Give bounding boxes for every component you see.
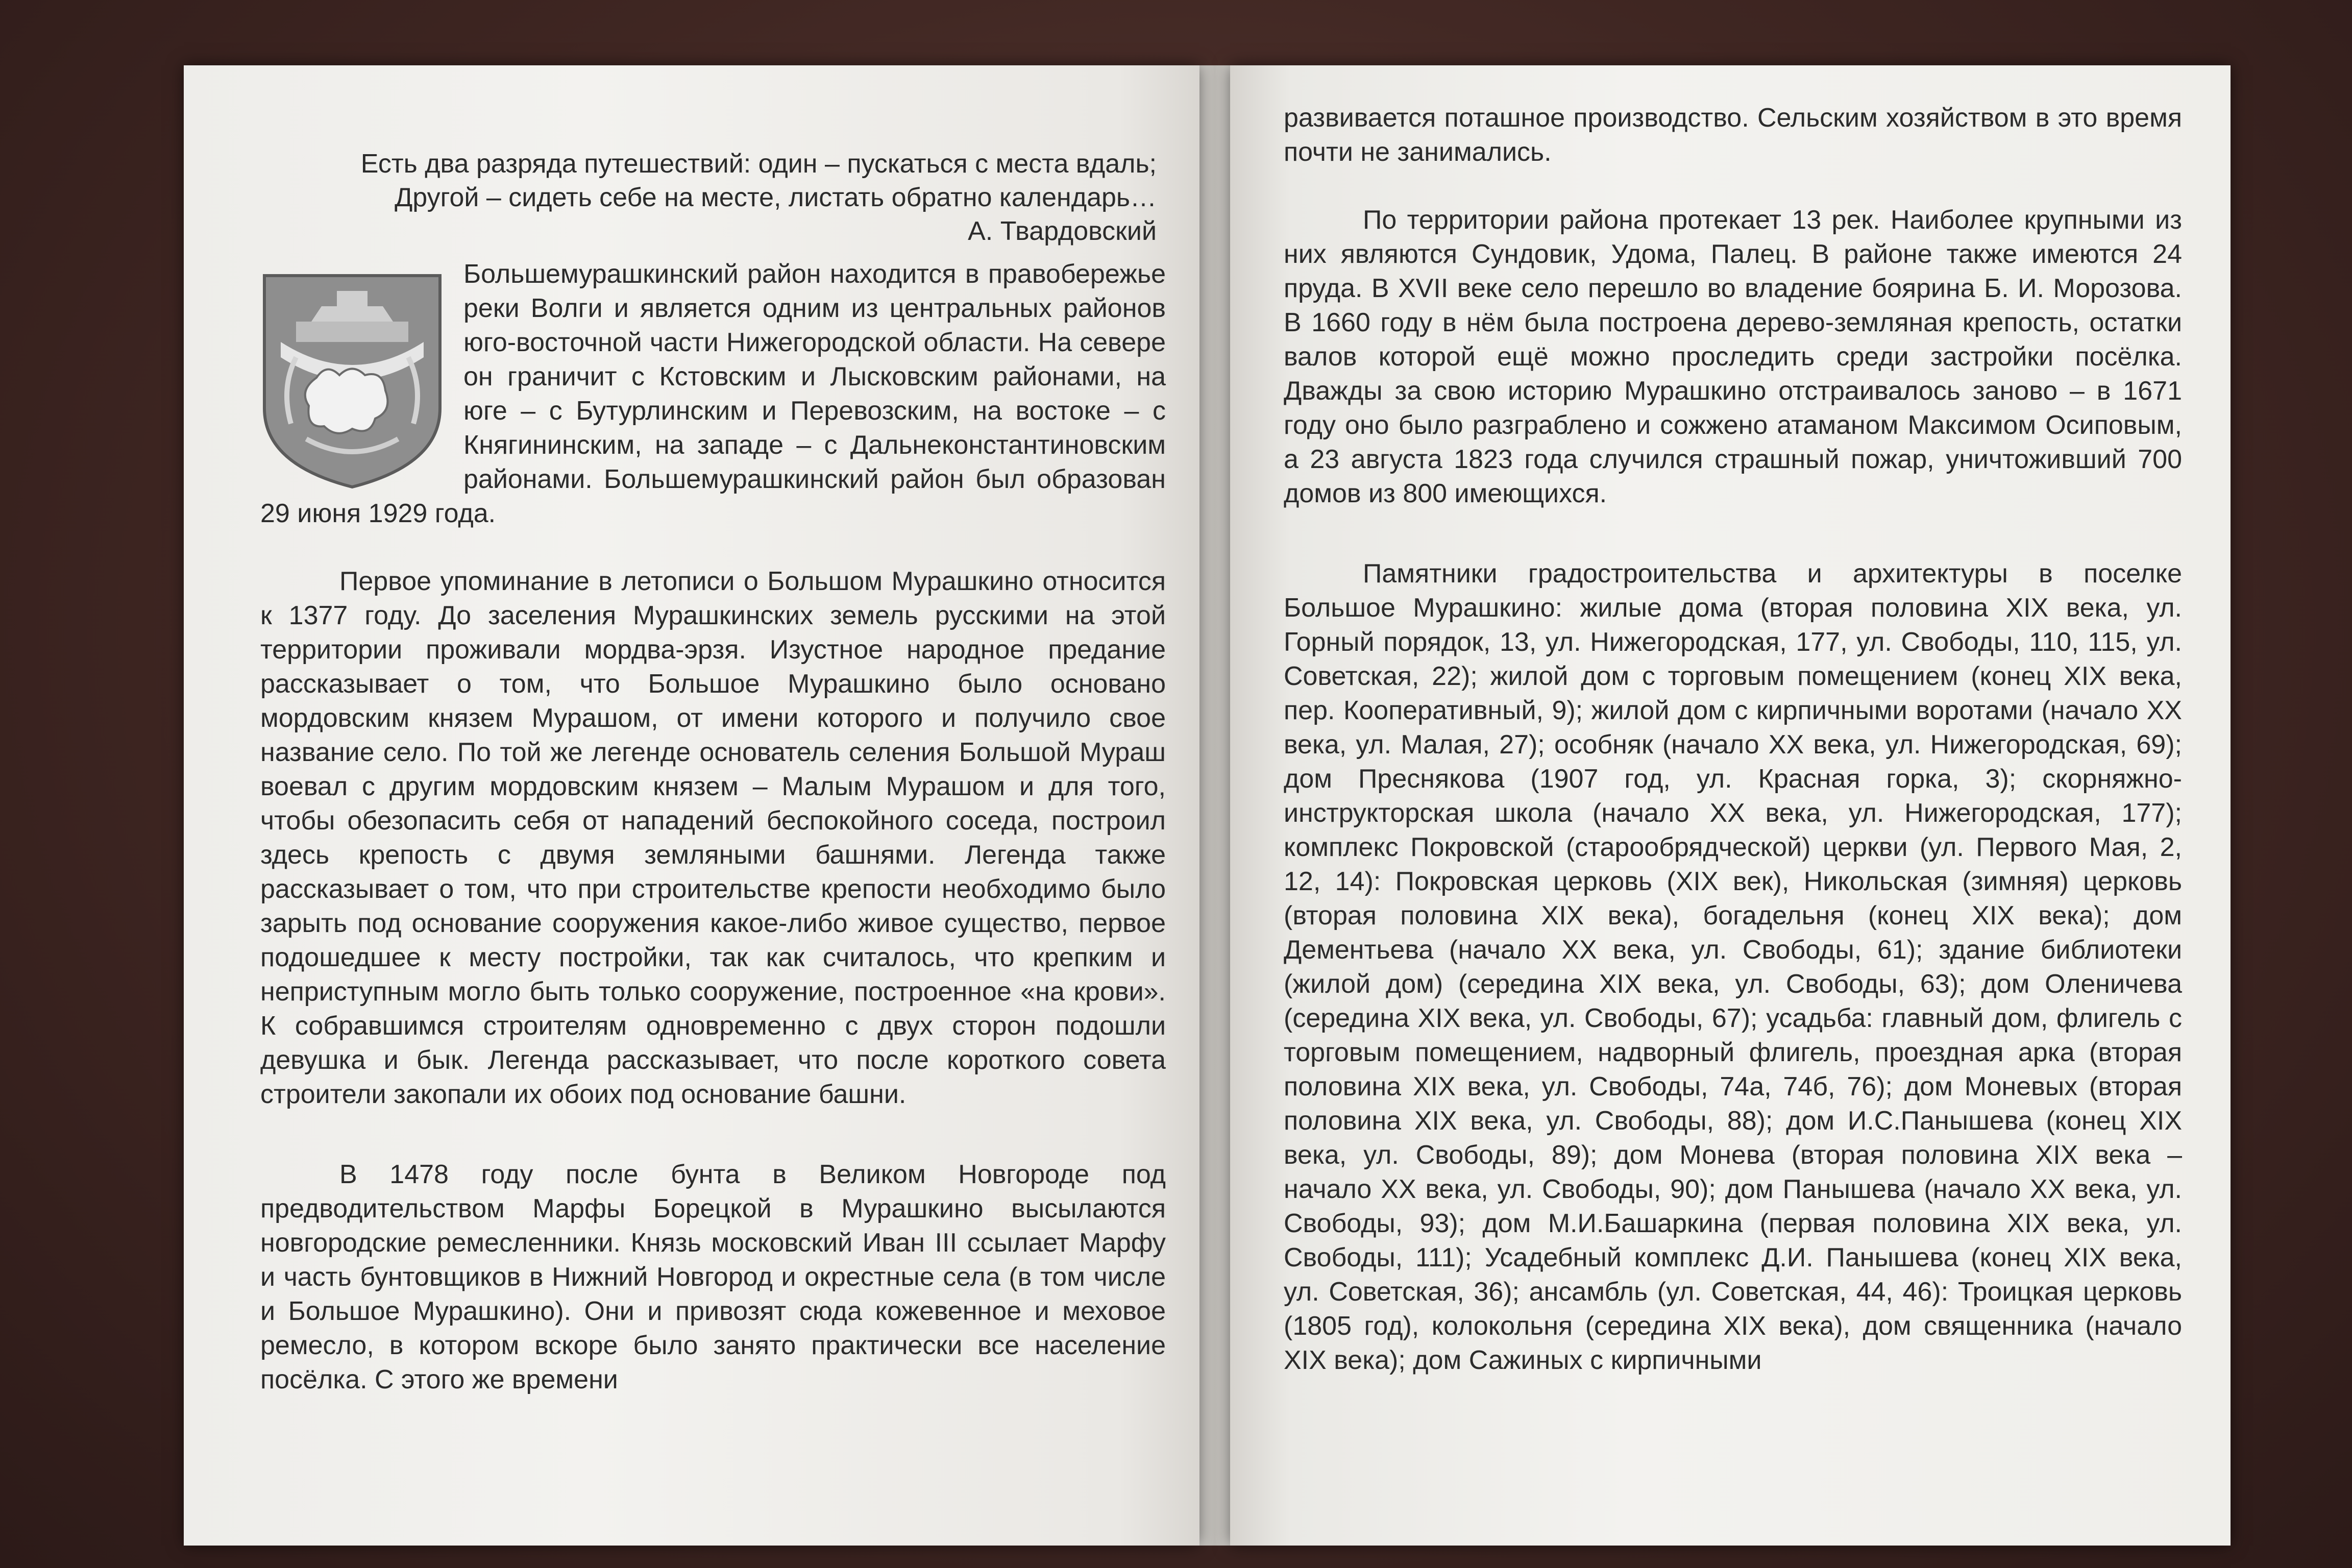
novgorod-paragraph: В 1478 году после бунта в Великом Новгороде под предводительством Марфы Борецкой в Мурашкино высылаются новгородские ремесленники. Князь московский Иван III ссылает Марфу и часть бунтовщиков в Нижний Новгород и окрестные села (в том числе и Большое Мурашкино). Они и привозят сюда кожевенное и меховое ремесло, в котором вскоре было занято практически все население посёлка. С этого же времени <box>260 1160 1166 1394</box>
rivers-paragraph: По территории района протекает 13 рек. Наиболее крупными из них являются Сундовик, Удома, Палец. В районе также имеются 24 пруда. В XVII веке село перешло во владение боярина Б. И. Морозова. В 1660 году в нём была построена дерево-земляная крепость, остатки валов которой ещё можно проследить среди застройки посёлка. Дважды за свою историю Мурашкино отстраивалось заново – в 1671 году оно было разграблено и сожжено атаманом Максимом Осиповым, а 23 августа 1823 года случился страшный пожар, уничтоживший 700 домов из 800 имеющихся. <box>1284 205 2182 508</box>
epigraph-author: А. Твардовский <box>968 216 1157 246</box>
right-page <box>1230 65 2231 1546</box>
intro-paragraph: Большемурашкинский район находится в правобережье реки Волги и является одним из центральных районов юго-восточной части Нижегородской области. На севере он граничит с Кстовским и Лысковским районами, на юге – с Бутурлинским и Перевозским, на востоке – с Княгининским, на западе – с Дальнеконстантиновским районами. Большемурашкинский район был образован 29 июня 1929 года. <box>260 259 1166 528</box>
intro-block <box>260 257 1166 531</box>
left-page <box>184 65 1199 1546</box>
history-paragraph: Первое упоминание в летописи о Большом Мурашкино относится к 1377 году. До заселения Мурашкинских земель русскими на этой территории проживали мордва-эрзя. Изустное народное предание рассказывает о том, что Большое Мурашкино было основано мордовским князем Мурашом, от имени которого и получило свое название село. По той же легенде основатель селения Большой Мураш воевал с другим мордовским князем – Малым Мурашом и для того, чтобы обезопасить себя от нападений беспокойного соседа, построил здесь крепость с двумя земляными башнями. Легенда также рассказывает о том, что при строительстве крепости необходимо было зарыть под основание сооружения какое-либо живое существо, первое подошедшее к месту постройки, так как считалось, что крепким и неприступным могло быть только сооружение, построенное «на крови». К собравшимся строителям одновременно с двух сторон подошли девушка и бык. Легенда рассказывает, что после короткого совета строители закопали их обоих под основание башни. <box>260 567 1166 1109</box>
epigraph-line-1: Есть два разряда путешествий: один – пускаться с места вдаль; <box>360 149 1157 179</box>
coat-of-arms-icon <box>260 271 444 490</box>
continued-paragraph: развивается поташное производство. Сельским хозяйством в это время почти не занимались. <box>1284 103 2182 167</box>
monuments-paragraph: Памятники градостроительства и архитектуры в поселке Большое Мурашкино: жилые дома (вторая половина XIX века, ул. Горный порядок, 13, ул. Нижегородская, 177, ул. Свободы, 110, 115, ул. Советская, 22); жилой дом с торговым помещением (конец XIX века, пер. Кооперативный, 9); жилой дом с кирпичными воротами (начало XX века, ул. Малая, 27); особняк (начало XX века, ул. Нижегородская, 69); дом Преснякова (1907 год, ул. Красная горка, 3); скорняжно-инструкторская школа (начало XX века, ул. Нижегородская, 177); комплекс Покровской (старообрядческой) церкви (ул. Первого Мая, 2, 12, 14): Покровская церковь (XIX век), Никольская (зимняя) церковь (вторая половина XIX века), богадельня (конец XIX века); дом Дементьева (начало XX века, ул. Свободы, 61); здание библиотеки (жилой дом) (середина XIX века, ул. Свободы, 63); дом Оленичева (середина XIX века, ул. Свободы, 67); усадьба: главный дом, флигель с торговым помещением, надворный флигель, проездная арка (вторая половина XIX века, ул. Свободы, 74а, 74б, 76); дом Моневых (вторая половина XIX века, ул. Свободы, 88); дом И.С.Панышева (конец XIX века, ул. Свободы, 89); дом Монева (вторая половина XIX века – начало XX века, ул. Свободы, 90); дом Панышева (начало XX века, ул. Свободы, 93); дом М.И.Башаркина (первая половина XIX века, ул. Свободы, 111); Усадебный комплекс Д.И. Панышева (конец XIX века, ул. Советская, 36); ансамбль (ул. Советская, 44, 46): Троицкая церковь (1805 год), колокольня (середина XIX века), дом священника (начало XIX века); дом Сажиных с кирпичными <box>1284 559 2182 1375</box>
epigraph-line-2: Другой – сидеть себе на месте, листать обратно календарь… <box>395 183 1157 212</box>
booklet-spine <box>1199 65 1230 1546</box>
